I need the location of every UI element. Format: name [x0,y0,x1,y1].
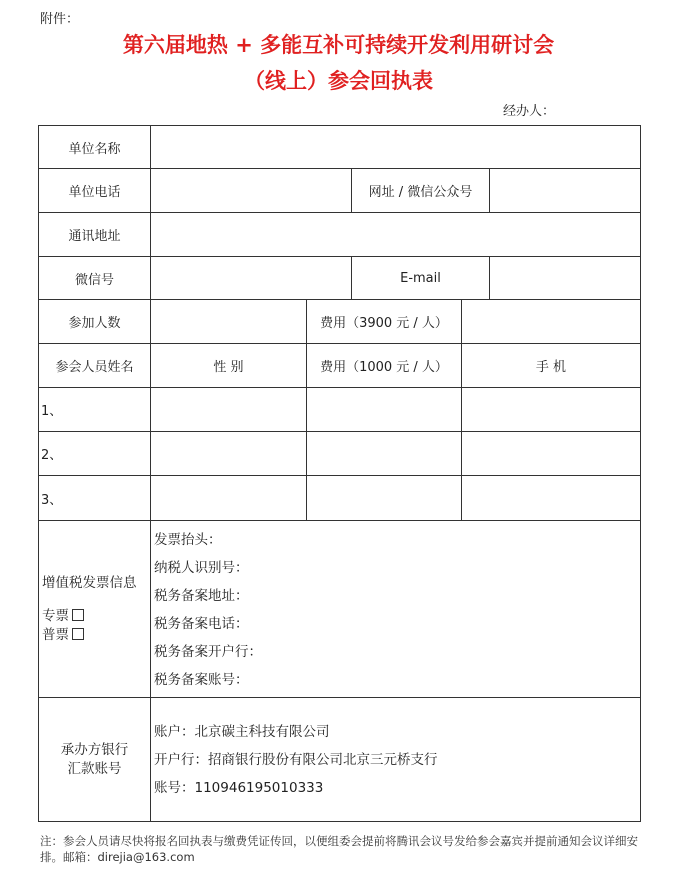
invoice-fields-cell[interactable] [150,520,641,698]
invoice-label-cell [38,520,151,698]
attendee-row-2-mobile[interactable] [461,431,641,476]
special-invoice-option[interactable] [42,607,84,626]
wechat-label: 微信号 [38,256,151,300]
attachment-label: 附件： [40,12,80,27]
special-invoice-checkbox[interactable] [72,609,84,621]
attendee-row-2-fee[interactable] [306,431,462,476]
attendee-row-3-fee[interactable] [306,475,462,521]
bank-label-line1: 承办方银行 [60,741,129,758]
attendee-row-1-gender[interactable] [150,387,307,432]
bank-info-cell [150,697,641,822]
handler-label: 经办人： [503,104,556,119]
address-field[interactable] [150,212,641,257]
unit-name-field[interactable] [150,125,641,169]
taxpayer-id-field: 纳税人识别号： [154,560,249,576]
unit-phone-label: 单位电话 [38,168,151,213]
website-field[interactable] [489,168,641,213]
tax-address-field: 税务备案地址： [154,588,249,604]
bank-label-line2: 汇款账号 [67,760,122,777]
form-subtitle: （线上）参会回执表 [244,69,433,93]
tax-bank-field: 税务备案开户行： [154,644,262,660]
mobile-header: 手 机 [461,343,641,388]
bank-account-number: 账号：110946195010333 [154,780,324,796]
tax-account-field: 税务备案账号： [154,672,249,688]
attendee-row-3-gender[interactable] [150,475,307,521]
website-label: 网址 / 微信公众号 [351,168,490,213]
attendee-row-1-mobile[interactable] [461,387,641,432]
footnote: 注：参会人员请尽快将报名回执表与缴费凭证传回，以便组委会提前将腾讯会议号发给参会嘉宾并提前通知会议详细安排。邮箱：direjia@163.com [40,834,638,864]
normal-invoice-option[interactable] [42,626,84,645]
attendee-row-3-mobile[interactable] [461,475,641,521]
form-title: 第六届地热 + 多能互补可持续开发利用研讨会 [122,33,555,57]
invoice-label: 增值税发票信息 [42,574,137,591]
attendee-row-2-gender[interactable] [150,431,307,476]
special-invoice-label: 专票 [42,607,69,624]
attendee-name-header: 参会人员姓名 [38,343,151,388]
unit-phone-field[interactable] [150,168,352,213]
address-label: 通讯地址 [38,212,151,257]
email-label: E-mail [351,256,490,300]
tax-phone-field: 税务备案电话： [154,616,249,632]
fee-3900-field[interactable] [461,299,641,344]
attendee-count-field[interactable] [150,299,307,344]
normal-invoice-label: 普票 [42,626,69,643]
unit-name-label: 单位名称 [38,125,151,169]
fee-3900-label: 费用（3900 元 / 人） [306,299,462,344]
invoice-title-field: 发票抬头： [154,532,222,548]
attendee-row-2-number: 2、 [38,431,151,476]
fee-1000-header: 费用（1000 元 / 人） [306,343,462,388]
normal-invoice-checkbox[interactable] [72,628,84,640]
attendee-row-1-number: 1、 [38,387,151,432]
bank-label-cell [38,697,151,822]
attendee-count-label: 参加人数 [38,299,151,344]
attendee-row-1-fee[interactable] [306,387,462,432]
attendee-row-3-number: 3、 [38,475,151,521]
bank-branch-name: 开户行：招商银行股份有限公司北京三元桥支行 [154,752,438,768]
wechat-field[interactable] [150,256,352,300]
registration-form-table [38,125,641,822]
bank-account-name: 账户：北京碳主科技有限公司 [154,724,330,740]
email-field[interactable] [489,256,641,300]
gender-header: 性 别 [150,343,307,388]
